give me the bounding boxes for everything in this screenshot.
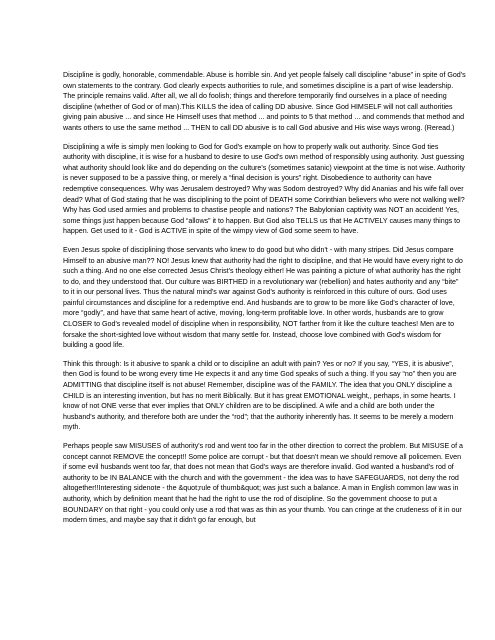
paragraph-even-jesus: Even Jesus spoke of disciplining those servants who knew to do good but who didn't - with many stripes. Did Jesus compare Himself to an abusive man?? NO! Jesus knew that authority had the right to discipline, and that He would have every right to do such a thing. And no one else corrected Jesus Christ's theology either! He was painting a picture of what authority has the right to do, and they understood that. Our culture was BIRTHED in a revolutionary war (rebellion) and hates authority and any “bite” to it in our personal lives. Thus the natural mind's war against God's authority is reinforced in this culture of ours. God uses painful circumstances and discipline for a redemptive end. And husbands are to grow to be more like God's character of love, more “godly”, and have that same heart of active, moving, long-term profitable love. In other words, husbands are to grow CLOSER to God's revealed model of discipline when in responsibility, NOT farther from it like the culture teaches! Men are to forsake the short-sighted love without wisdom that many settle for. Instead, choose love combined with God's wisdom for building a good life. bbox=[63, 245, 463, 350]
paragraph-perhaps-people: Perhaps people saw MISUSES of authority's rod and went too far in the other direction to correct the problem. But MISUSE of a concept cannot REMOVE the concept!! Some police are corrupt - but that doesn't mean we should remove all policemen. Even if some evil husbands went too far, that does not mean that God's ways are therefore invalid. God wanted a husband's rod of authority to be IN BALANCE with the church and with the government - the idea was to have SAFEGUARDS, not deny the rod altogether!!Interesting sidenote - the &quot;rule of thumb&quot; was just such a balance. A man in English common law was in authority, which by definition meant that he had the right to use the rod of discipline. So the government choose to put a BOUNDARY on that right - you could only use a rod that was as thin as your thumb. You can cringe at the crudeness of it in our modern times, and maybe say that it didn't go far enough, but bbox=[63, 442, 463, 525]
paragraph-disciplining-a-wife: Disciplining a wife is simply men looking to God for God's example on how to properly walk out authority. Since God ties authority with discipline, it is wise for a husband to desire to use God's own method of responsibly using authority. Just guessing what authority should look like and do depending on the culture's (sometimes satanic) viewpoint at the time is not wise. Authority is never supposed to be a passive thing, or merely a “final decision is yours” right. Disobedience to authority can have redemptive consequences. Why was Jerusalem destroyed? Why was Sodom destroyed? Why did Ananias and his wife fall over dead? What of God stating that he was disciplining to the point of DEATH some Corinthian believers who were not walking well? Why has God used armies and problems to chastise people and nations? The Babylonian captivity was NOT an accident! Yes, some things just happen because God “allows” it to happen. But God also TELLS us that He ACTIVELY causes many things to happen. Get used to it - God is ACTIVE in spite of the wimpy view of God some seem to have. bbox=[63, 142, 465, 236]
paragraph-discipline-is-godly: Discipline is godly, honorable, commendable. Abuse is horrible sin. And yet people falsely call discipline “abuse” in spite of God's own statements to the contrary. God clearly expects authorities to rule, and sometimes discipline is a part of wise leadership. The principle remains valid. After all, we all do foolish; things and therefore temporarily find ourselves in a place of needing discipline (whether of God or of man).This KILLS the idea of calling DD abusive. Since God HIMSELF will not call authorities giving pain abusive ... and since He Himself uses that method ... and points to 5 that method ... and commends that method and wants others to use the same method ... THEN to call DD abusive is to call God abusive and His wise ways wrong. (Reread.) bbox=[63, 71, 466, 132]
paragraph-think-this-through: Think this through: Is it abusive to spank a child or to discipline an adult with pain? Yes or no? If you say, “YES, it is abusive”, then God is found to be wrong every time He expects it and any time God speaks of such a thing. If you say “no” then you are ADMITTING that discipline itself is not abuse! Remember, discipline was of the FAMILY. The idea that you ONLY discipline a CHILD is an interesting invention, but has no merit Biblically. But it has great EMOTIONAL weight,, perhaps, in some hearts. I know of not ONE verse that ever implies that ONLY children are to be disciplined. A wife and a child are both under the husband's authority, and therefore both are under the “rod”; that the authority inherently has. It seems to be merely a modern myth. bbox=[63, 359, 457, 432]
